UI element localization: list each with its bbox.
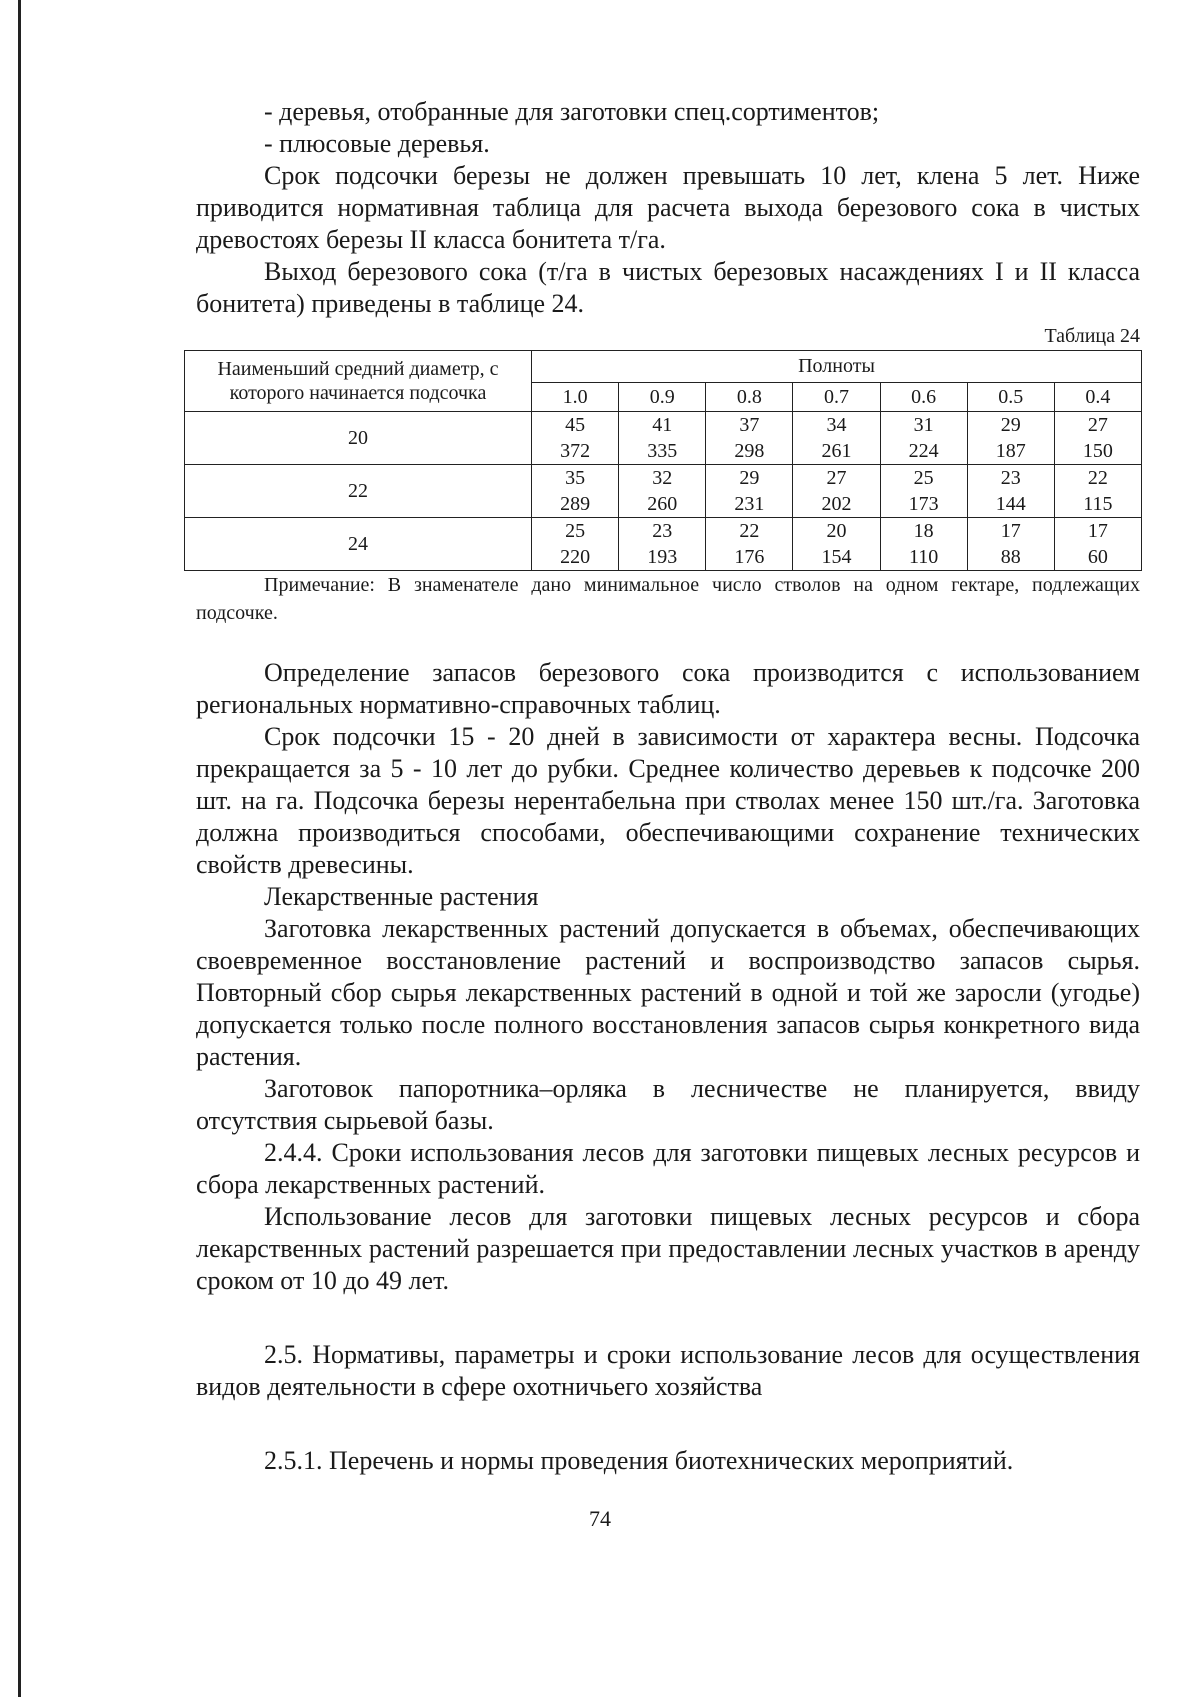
- value-cell: [1054, 465, 1141, 518]
- value-cell: [619, 412, 706, 465]
- tons-value: 17: [1087, 520, 1108, 542]
- tons-value: 23: [652, 520, 673, 542]
- density-cell: 0.9: [619, 382, 706, 411]
- tons-value: 22: [1087, 467, 1108, 489]
- trees-value: 173: [908, 493, 939, 515]
- value-cell: [532, 412, 619, 465]
- trees-value: 220: [560, 546, 591, 568]
- value-cell: [880, 412, 967, 465]
- value-cell: [793, 412, 880, 465]
- tons-value: 23: [1000, 467, 1021, 489]
- tons-value: 25: [913, 467, 934, 489]
- paragraph: Срок подсочки 15 - 20 дней в зависимости от характера весны. Подсочка прекращается за 5 - 10 лет до рубки. Среднее количество деревьев к подсочке 200 шт. на га. Подсочка березы нерентабельна при стволах менее 150 шт./га. Заготовка должна производиться способами, обеспечивающими сохранение технических свойств древесины.: [196, 722, 1140, 879]
- value-cell: [793, 465, 880, 518]
- trees-value: 88: [1000, 546, 1021, 568]
- section-heading-2-5-1: 2.5.1. Перечень и нормы проведения биотехнических мероприятий.: [264, 1446, 1014, 1475]
- tons-value: 29: [739, 467, 760, 489]
- header-polnoty: Полноты: [532, 351, 1142, 383]
- value-cell: [532, 518, 619, 571]
- tons-value: 25: [565, 520, 586, 542]
- value-cell: [967, 465, 1054, 518]
- diameter-cell: 24: [185, 518, 532, 571]
- tons-value: 45: [565, 414, 586, 436]
- density-cell: 1.0: [532, 382, 619, 411]
- trees-value: 260: [647, 493, 678, 515]
- paragraph: Использование лесов для заготовки пищевых лесных ресурсов и сбора лекарственных растений разрешается при предоставлении лесных участков в аренду сроком от 10 до 49 лет.: [196, 1202, 1140, 1295]
- trees-value: 335: [647, 440, 678, 462]
- trees-value: 176: [734, 546, 765, 568]
- page-number: 74: [589, 1506, 611, 1531]
- table-caption: Таблица 24: [1044, 325, 1140, 347]
- density-cell: 0.6: [880, 382, 967, 411]
- value-cell: [532, 465, 619, 518]
- trees-value: 261: [821, 440, 852, 462]
- trees-value: 224: [908, 440, 939, 462]
- value-cell: [706, 412, 793, 465]
- value-cell: [619, 518, 706, 571]
- tons-value: 37: [739, 414, 760, 436]
- value-cell: [1054, 518, 1141, 571]
- trees-value: 193: [647, 546, 678, 568]
- table-row: [185, 518, 1142, 571]
- trees-value: 110: [909, 546, 939, 568]
- tons-value: 29: [1000, 414, 1021, 436]
- trees-value: 150: [1082, 440, 1113, 462]
- trees-value: 154: [821, 546, 852, 568]
- scan-edge-line: [18, 0, 21, 1697]
- tons-value: 27: [826, 467, 847, 489]
- trees-value: 60: [1087, 546, 1108, 568]
- trees-value: 372: [560, 440, 591, 462]
- paragraph: Выход березового сока (т/га в чистых березовых насаждениях I и II класса бонитета) приведены в таблице 24.: [196, 257, 1140, 318]
- tons-value: 27: [1087, 414, 1108, 436]
- tons-value: 32: [652, 467, 673, 489]
- density-cell: 0.8: [706, 382, 793, 411]
- paragraph: Заготовок папоротника–орляка в лесничестве не планируется, ввиду отсутствия сырьевой базы.: [196, 1074, 1140, 1135]
- page-content: [196, 96, 1140, 1477]
- trees-value: 144: [995, 493, 1026, 515]
- tons-value: 17: [1000, 520, 1021, 542]
- value-cell: [619, 465, 706, 518]
- tons-value: 22: [739, 520, 760, 542]
- subheading-medicinal-plants: Лекарственные растения: [264, 882, 539, 911]
- trees-value: 115: [1083, 493, 1113, 515]
- birch-sap-table: [184, 350, 1142, 571]
- section-heading-2-4-4: 2.4.4. Сроки использования лесов для заготовки пищевых лесных ресурсов и сбора лекарственных растений.: [196, 1138, 1140, 1199]
- table-row: [185, 465, 1142, 518]
- value-cell: [967, 518, 1054, 571]
- trees-value: 231: [734, 493, 765, 515]
- trees-value: 289: [560, 493, 591, 515]
- value-cell: [706, 465, 793, 518]
- density-cell: 0.5: [967, 382, 1054, 411]
- trees-value: 187: [995, 440, 1026, 462]
- tons-value: 34: [826, 414, 847, 436]
- value-cell: [706, 518, 793, 571]
- tons-value: 20: [826, 520, 847, 542]
- paragraph: Определение запасов березового сока производится с использованием региональных нормативно-справочных таблиц.: [196, 658, 1140, 719]
- trees-value: 202: [821, 493, 852, 515]
- density-cell: 0.4: [1054, 382, 1141, 411]
- value-cell: [1054, 412, 1141, 465]
- density-cell: 0.7: [793, 382, 880, 411]
- tons-value: 35: [565, 467, 586, 489]
- table-header-row: [185, 351, 1142, 383]
- trees-value: 298: [734, 440, 765, 462]
- header-diameter: Наименьший средний диаметр, с которого начинается подсочка: [185, 351, 532, 412]
- value-cell: [880, 465, 967, 518]
- diameter-cell: 22: [185, 465, 532, 518]
- value-cell: [880, 518, 967, 571]
- table-row: [185, 412, 1142, 465]
- tons-value: 18: [913, 520, 934, 542]
- tons-value: 31: [913, 414, 934, 436]
- section-heading-2-5: 2.5. Нормативы, параметры и сроки использование лесов для осуществления видов деятельности в сфере охотничьего хозяйства: [196, 1340, 1140, 1401]
- paragraph: Срок подсочки березы не должен превышать 10 лет, клена 5 лет. Ниже приводится нормативная таблица для расчета выхода березового сока в чистых древостоях березы II класса бонитета т/га.: [196, 161, 1140, 254]
- tons-value: 41: [652, 414, 673, 436]
- table-note: Примечание: В знаменателе дано минимальное число стволов на одном гектаре, подлежащих подсочке.: [196, 574, 1140, 624]
- list-item: - деревья, отобранные для заготовки спец.сортиментов;: [264, 97, 880, 126]
- paragraph: Заготовка лекарственных растений допускается в объемах, обеспечивающих своевременное восстановление растений и воспроизводство запасов сырья. Повторный сбор сырья лекарственных растений в одной и той же заросли (угодье) допускается только после полного восстановления запасов сырья конкретного вида растения.: [196, 914, 1140, 1071]
- list-item: - плюсовые деревья.: [264, 129, 490, 158]
- value-cell: [967, 412, 1054, 465]
- diameter-cell: 20: [185, 412, 532, 465]
- value-cell: [793, 518, 880, 571]
